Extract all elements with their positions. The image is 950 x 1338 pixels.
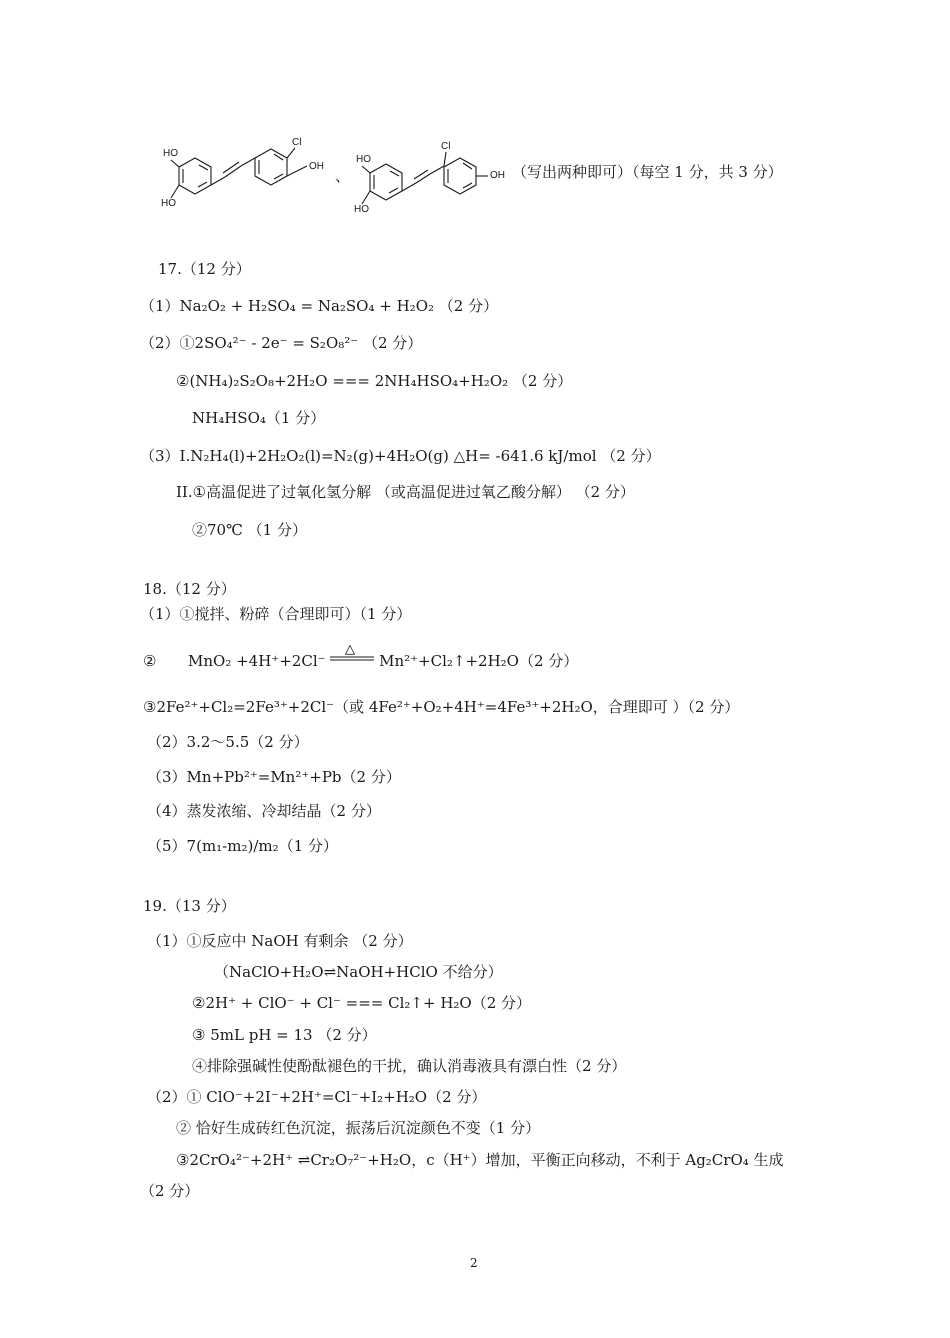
q18-p2-num: ② (143, 652, 157, 670)
mol2-ho-bottom: HO (354, 204, 369, 215)
q17-part2-b: ②(NH₄)₂S₂O₈+2H₂O === 2NH₄HSO₄+H₂O₂ （2 分） (176, 372, 573, 390)
page-number: 2 (470, 1256, 478, 1270)
q17-part3-c: ②70℃ （1 分） (192, 521, 307, 539)
q18-part1-3: ③2Fe²⁺+Cl₂=2Fe³⁺+2Cl⁻（或 4Fe²⁺+O₂+4H⁺=4Fe³⁺+2H₂O，合理即可 ）（2 分） (143, 698, 740, 716)
q17-part3-a: （3）I.N₂H₄(l)+2H₂O₂(l)=N₂(g)+4H₂O(g) △H= -641.6 kJ/mol （2 分） (140, 447, 661, 465)
q18-part5: （5）7(m₁-m₂)/m₂（1 分） (147, 837, 338, 855)
q19-title: 19.（13 分） (143, 897, 236, 915)
q17-part3-b: II.①高温促进了过氧化氢分解 （或高温促进过氧乙酸分解） （2 分） (176, 483, 635, 501)
q17-title: 17.（12 分） (158, 260, 251, 278)
q18-part4: （4）蒸发浓缩、冷却结晶（2 分） (147, 802, 381, 820)
mol1-ho-bottom: HO (161, 198, 176, 209)
structure-note: （写出两种即可）（每空 1 分，共 3 分） (512, 163, 783, 181)
q19-part1-1-note: （NaClO+H₂O⇌NaOH+HClO 不给分） (214, 963, 503, 981)
mol1-cl: Cl (292, 137, 302, 148)
q19-part2-3: ③2CrO₄²⁻+2H⁺ ⇌Cr₂O₇²⁻+H₂O，c（H⁺）增加，平衡正向移动，不利于 Ag₂CrO₄ 生成 (176, 1151, 784, 1169)
q18-part2: （2）3.2～5.5（2 分） (147, 733, 309, 751)
structure-formula-1 (155, 132, 335, 214)
q17-part1: （1）Na₂O₂ + H₂SO₄ = Na₂SO₄ + H₂O₂ （2 分） (140, 297, 499, 315)
mol2-oh: OH (490, 170, 505, 181)
q19-part1-4: ④排除强碱性使酚酞褪色的干扰，确认消毒液具有漂白性（2 分） (192, 1057, 627, 1075)
mol2-cl: Cl (441, 141, 451, 152)
q19-part2-2: ② 恰好生成砖红色沉淀，振荡后沉淀颜色不变（1 分） (176, 1119, 541, 1137)
q18-part1-2 (143, 643, 579, 671)
q19-part1-2: ②2H⁺ + ClO⁻ + Cl⁻ === Cl₂↑+ H₂O（2 分） (192, 994, 532, 1012)
q19-part2-1: （2）① ClO⁻+2I⁻+2H⁺=Cl⁻+I₂+H₂O（2 分） (147, 1088, 487, 1106)
q17-part2-a: （2）①2SO₄²⁻ - 2e⁻ = S₂O₈²⁻ （2 分） (140, 334, 423, 352)
q18-title: 18.（12 分） (143, 580, 236, 598)
delta-symbol: △ (345, 643, 356, 657)
mol1-oh: OH (309, 161, 324, 172)
q18-p2-left: MnO₂ +4H⁺+2Cl⁻ (188, 652, 326, 670)
structure-formula-2 (350, 138, 515, 218)
mol2-ho-top: HO (356, 154, 371, 165)
mol1-ho-top: HO (163, 148, 178, 159)
q19-part1-3: ③ 5mL pH = 13 （2 分） (192, 1026, 377, 1044)
q18-part1: （1）①搅拌、粉碎（合理即可）（1 分） (140, 605, 412, 623)
q19-part1-1: （1）①反应中 NaOH 有剩余 （2 分） (147, 932, 413, 950)
q18-part3: （3）Mn+Pb²⁺=Mn²⁺+Pb（2 分） (147, 768, 401, 786)
heating-condition-arrow (330, 643, 374, 667)
q18-p2-right: Mn²⁺+Cl₂↑+2H₂O（2 分） (379, 652, 579, 670)
q19-part2-3-score: （2 分） (140, 1182, 200, 1200)
q17-part2-c: NH₄HSO₄（1 分） (192, 409, 326, 427)
structure-separator: 、 (335, 167, 351, 185)
